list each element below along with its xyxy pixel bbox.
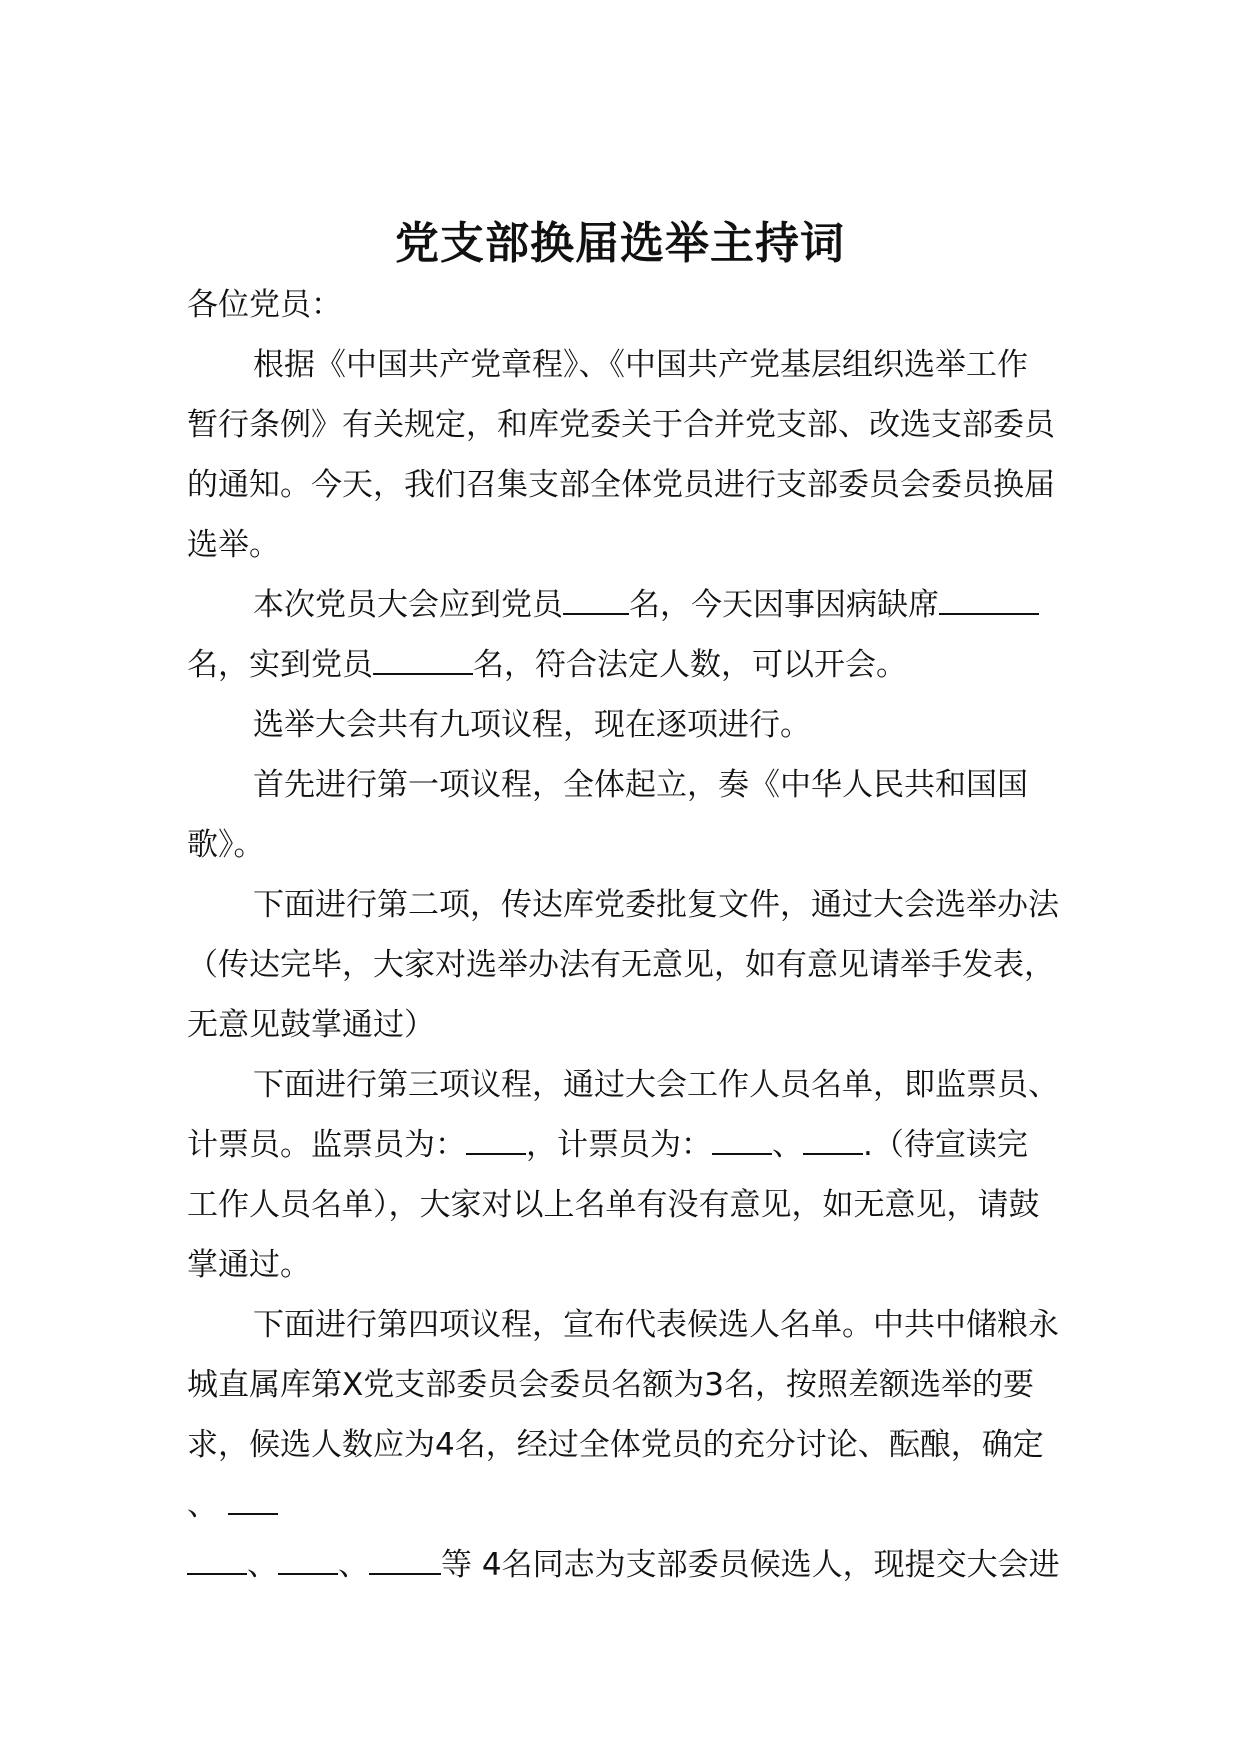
text-fragment: 名，符合法定人数，可以开会。	[473, 647, 907, 683]
paragraph-line: 工作人员名单），大家对以上名单有没有意见，如无意见，请鼓	[187, 1187, 1040, 1223]
text-fragment: 、	[772, 1127, 803, 1163]
fill-in-blank	[228, 1483, 278, 1515]
paragraph-line: 根据《中国共产党章程》、《中国共产党基层组织选举工作	[253, 347, 1028, 383]
salutation: 各位党员：	[187, 287, 342, 323]
text-fragment: 本次党员大会应到党员	[253, 587, 563, 623]
document-title: 党支部换届选举主持词	[395, 218, 845, 269]
fill-in-blank	[369, 1543, 441, 1575]
text-fragment: 计票员。监票员为：	[187, 1127, 466, 1163]
paragraph-line	[187, 575, 1127, 635]
paragraph-line: 歌》。	[187, 827, 265, 863]
text-fragment: 名，实到党员	[187, 647, 373, 683]
paragraph-line: 下面进行第四项议程，宣布代表候选人名单。中共中储粮永	[253, 1307, 1059, 1343]
fill-in-blank	[939, 583, 1039, 615]
fill-in-blank	[712, 1123, 772, 1155]
paragraph-line	[187, 1535, 1127, 1595]
paragraph-line: 求，候选人数应为4名，经过全体党员的充分讨论、酝酿，确定	[187, 1427, 1044, 1463]
text-fragment: ，计票员为：	[526, 1127, 712, 1163]
text-fragment: .（待宣读完	[863, 1127, 1028, 1163]
fill-in-blank	[278, 1543, 338, 1575]
fill-in-blank	[803, 1123, 863, 1155]
paragraph-line	[187, 1115, 1127, 1175]
fill-in-blank	[373, 643, 473, 675]
fill-in-blank	[563, 583, 629, 615]
paragraph-line: 城直属库第X党支部委员会委员名额为3名，按照差额选举的要	[187, 1367, 1034, 1403]
paragraph-line: 首先进行第一项议程，全体起立，奏《中华人民共和国国	[253, 767, 1028, 803]
paragraph-line: （传达完毕，大家对选举办法有无意见，如有意见请举手发表，	[187, 947, 1055, 983]
fill-in-blank	[466, 1123, 526, 1155]
paragraph-line: 下面进行第二项，传达库党委批复文件，通过大会选举办法	[253, 887, 1059, 923]
paragraph-line	[187, 635, 1127, 695]
text-fragment: 名，今天因事因病缺席	[629, 587, 939, 623]
paragraph-line: 选举大会共有九项议程，现在逐项进行。	[253, 707, 811, 743]
paragraph-line: 无意见鼓掌通过）	[187, 1007, 435, 1043]
paragraph-line: 选举。	[187, 527, 280, 563]
text-fragment: 等 4名同志为支部委员候选人，现提交大会进	[441, 1547, 1060, 1583]
document-body	[187, 275, 1127, 1595]
paragraph-line: 掌通过。	[187, 1247, 311, 1283]
text-fragment: 、	[187, 1487, 218, 1523]
paragraph-line: 下面进行第三项议程，通过大会工作人员名单，即监票员、	[253, 1067, 1059, 1103]
paragraph-line: 的通知。今天，我们召集支部全体党员进行支部委员会委员换届	[187, 467, 1055, 503]
text-fragment: 、	[338, 1547, 369, 1583]
fill-in-blank	[187, 1543, 247, 1575]
paragraph-line: 暂行条例》有关规定，和库党委关于合并党支部、改选支部委员	[187, 407, 1055, 443]
paragraph-line	[187, 1475, 1127, 1535]
text-fragment: 、	[247, 1547, 278, 1583]
